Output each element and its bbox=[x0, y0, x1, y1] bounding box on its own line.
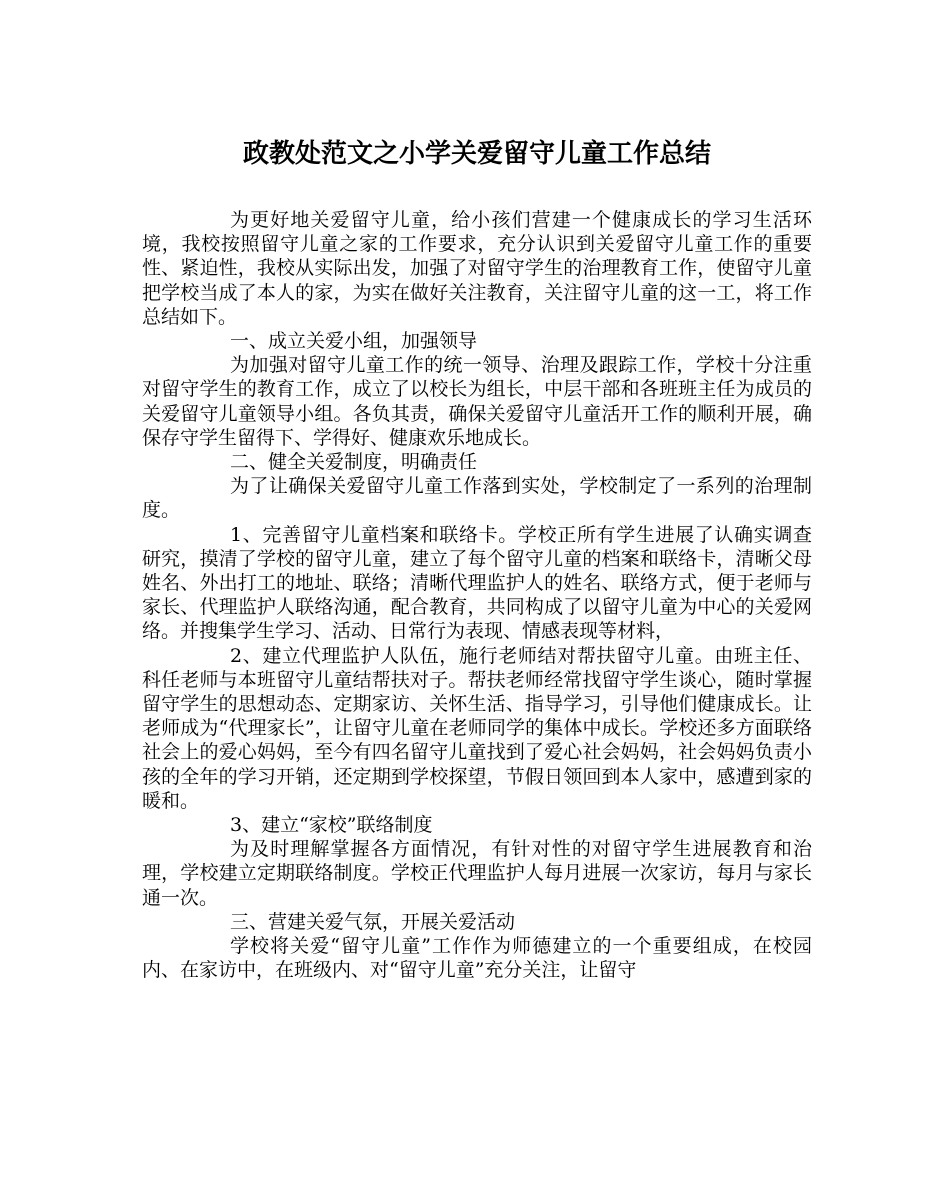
section-heading-1: 一、成立关爱小组，加强领导 bbox=[230, 330, 478, 353]
section-heading-3: 三、营建关爱气氛，开展关爱活动 bbox=[230, 910, 516, 933]
paragraph: 为了让确保关爱留守儿童工作落到实处，学校制定了一系列的治理制度。 bbox=[142, 475, 812, 522]
paragraph: 为及时理解掌握各方面情况，有针对性的对留守学生进展教育和治理，学校建立定期联络制度。学校正代理监护人每月进展一次家访，每月与家长通一次。 bbox=[142, 838, 812, 909]
document-body bbox=[142, 208, 812, 983]
paragraph-intro: 为更好地关爱留守儿童，给小孩们营建一个健康成长的学习生活环境，我校按照留守儿童之家的工作要求，充分认识到关爱留守儿童工作的重要性、紧迫性，我校从实际出发，加强了对留守学生的治理教育工作，使留守儿童把学校当成了本人的家，为实在做好关注教育，关注留守儿童的这一工，将工作总结如下。 bbox=[142, 209, 812, 328]
paragraph-item-1: 1、完善留守儿童档案和联络卡。学校正所有学生进展了认确实调查研究，摸清了学校的留守儿童，建立了每个留守儿童的档案和联络卡，清晰父母姓名、外出打工的地址、联络；清晰代理监护人的姓名、联络方式，便于老师与家长、代理监护人联络沟通，配合教育，共同构成了以留守儿童为中心的关爱网络。并搜集学生学习、活动、日常行为表现、情感表现等材料， bbox=[142, 523, 812, 643]
paragraph-item-2: 2、建立代理监护人队伍，施行老师结对帮扶留守儿童。由班主任、科任老师与本班留守儿童结帮扶对子。帮扶老师经常找留守学生谈心，随时掌握留守学生的思想动态、定期家访、关怀生活、指导学习，引导他们健康成长。让老师成为“代理家长”，让留守儿童在老师同学的集体中成长。学校还多方面联络社会上的爱心妈妈，至今有四名留守儿童找到了爱心社会妈妈，社会妈妈负责小孩的全年的学习开销，还定期到学校探望，节假日领回到本人家中，感遭到家的暖和。 bbox=[142, 644, 812, 812]
section-heading-2: 二、健全关爱制度，明确责任 bbox=[230, 451, 478, 474]
paragraph-item-3-heading: 3、建立“家校”联络制度 bbox=[230, 814, 433, 837]
paragraph: 为加强对留守儿童工作的统一领导、治理及跟踪工作，学校十分注重对留守学生的教育工作，成立了以校长为组长，中层干部和各班班主任为成员的关爱留守儿童领导小组。各负其责，确保关爱留守儿童活开工作的顺利开展，确保存守学生留得下、学得好、健康欢乐地成长。 bbox=[142, 354, 812, 449]
paragraph: 学校将关爱“留守儿童”工作作为师德建立的一个重要组成，在校园内、在家访中，在班级内、对“留守儿童”充分关注，让留守 bbox=[142, 935, 812, 982]
document-title: 政教处范文之小学关爱留守儿童工作总结 bbox=[242, 139, 711, 169]
